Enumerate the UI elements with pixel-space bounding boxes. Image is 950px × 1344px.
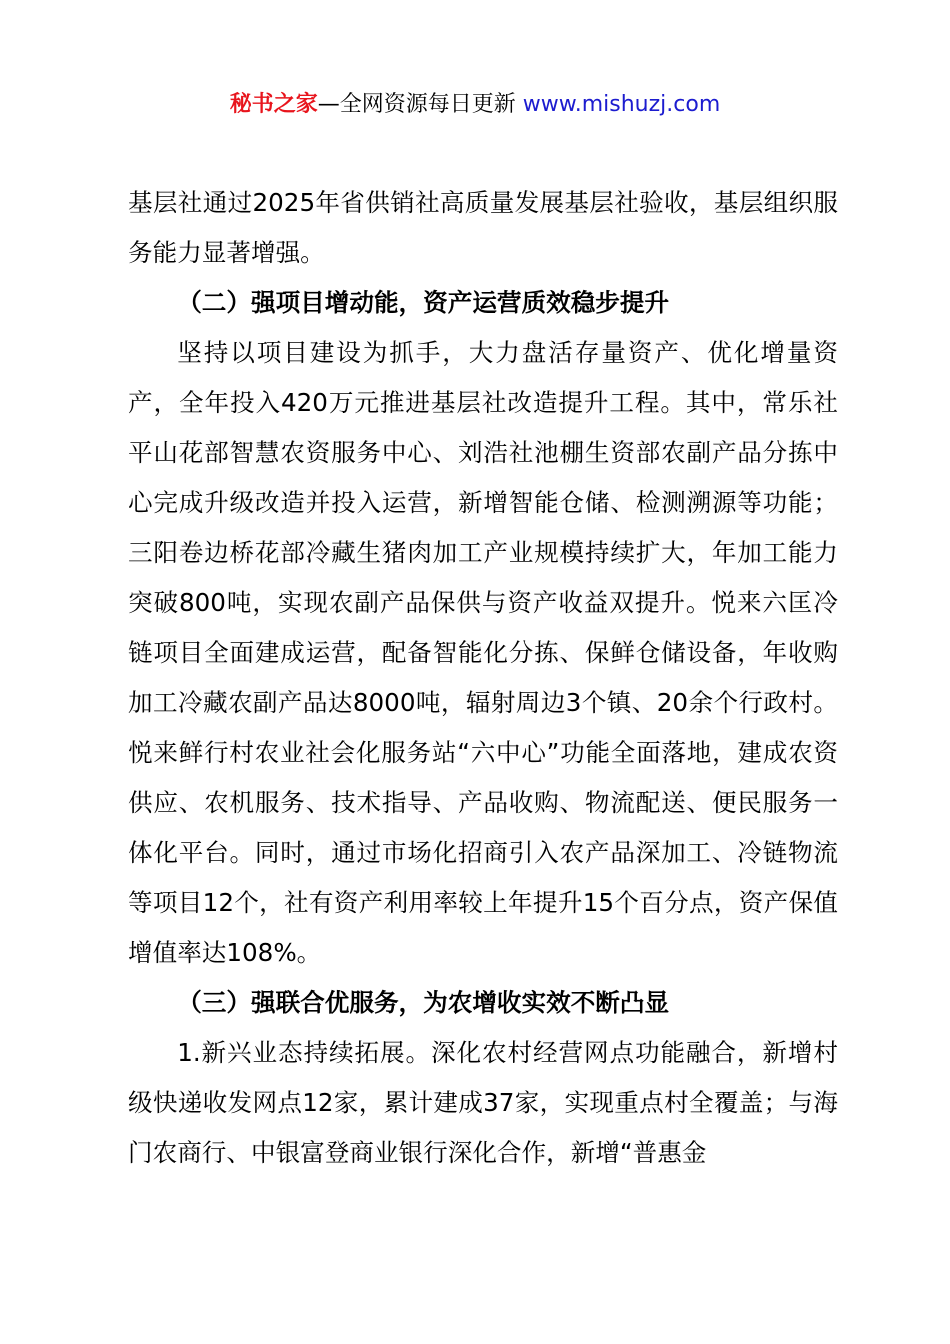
header-brand: 秘书之家 bbox=[229, 92, 318, 117]
header-separator: — bbox=[317, 92, 340, 117]
section-heading-2: （二）强项目增动能，资产运营质效稳步提升 bbox=[177, 288, 670, 317]
document-body bbox=[128, 178, 838, 1178]
paragraph-new-business: 1.新兴业态持续拓展。深化农村经营网点功能融合，新增村级快递收发网点12家，累计建成37家，实现重点村全覆盖；与海门农商行、中银富登商业银行深化合作，新增“普惠金 bbox=[128, 1038, 838, 1167]
page-header bbox=[0, 88, 950, 122]
header-slogan: 全网资源每日更新 bbox=[339, 92, 523, 117]
section-heading-3: （三）强联合优服务，为农增收实效不断凸显 bbox=[177, 988, 670, 1017]
paragraph-continued: 基层社通过2025年省供销社高质量发展基层社验收，基层组织服务能力显著增强。 bbox=[128, 188, 838, 267]
header-url-link[interactable]: www.mishuzj.com bbox=[522, 92, 721, 117]
paragraph-projects: 坚持以项目建设为抓手，大力盘活存量资产、优化增量资产，全年投入420万元推进基层社改造提升工程。其中，常乐社平山花部智慧农资服务中心、刘浩社池棚生资部农副产品分拣中心完成升级改造并投入运营，新增智能仓储、检测溯源等功能；三阳卷边桥花部冷藏生猪肉加工产业规模持续扩大，年加工能力突破800吨，实现农副产品保供与资产收益双提升。悦来六匡冷链项目全面建成运营，配备智能化分拣、保鲜仓储设备，年收购加工冷藏农副产品达8000吨，辐射周边3个镇、20余个行政村。悦来鲜行村农业社会化服务站“六中心”功能全面落地，建成农资供应、农机服务、技术指导、产品收购、物流配送、便民服务一体化平台。同时，通过市场化招商引入农产品深加工、冷链物流等项目12个，社有资产利用率较上年提升15个百分点，资产保值增值率达108%。 bbox=[128, 338, 838, 967]
